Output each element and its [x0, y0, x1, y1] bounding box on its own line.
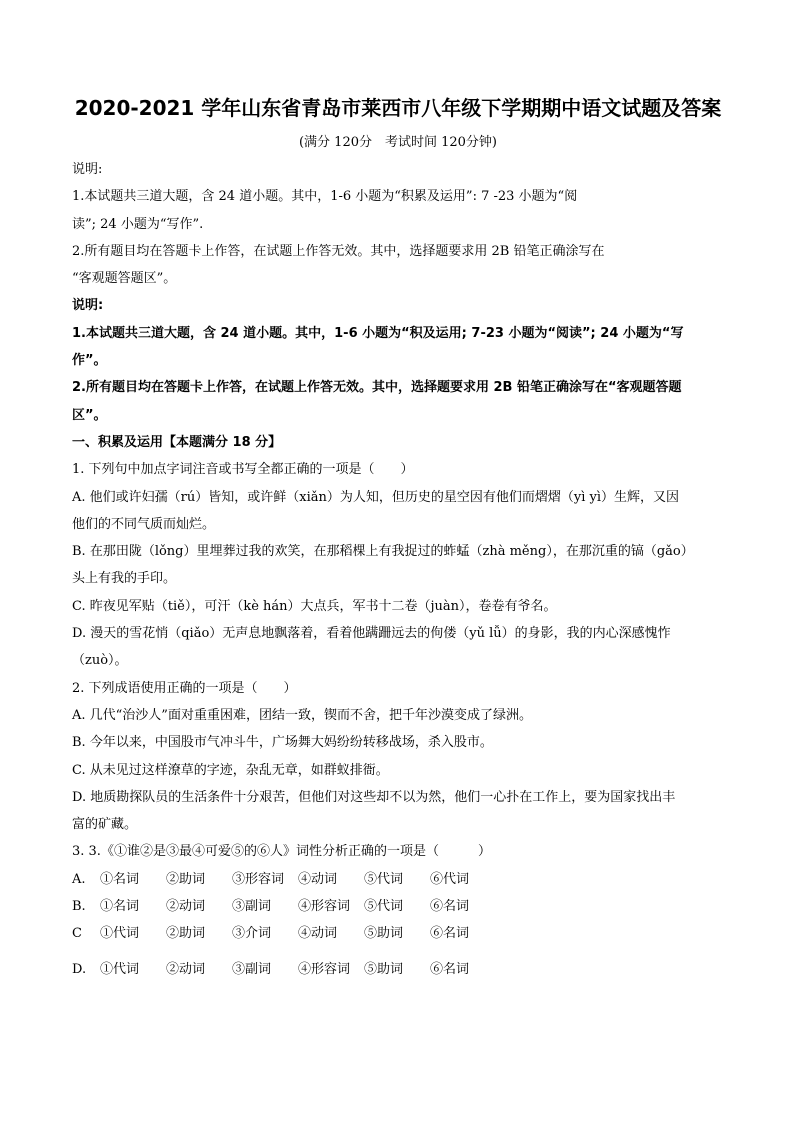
option-cell: ③介词: [232, 926, 272, 942]
option-cell: ④形容词: [298, 899, 351, 915]
option-cell: ③形容词: [232, 871, 285, 887]
option-cell: ⑤助词: [364, 926, 404, 942]
option-cell: ①名词: [100, 899, 140, 915]
option-cell: ②助词: [166, 926, 206, 942]
option-cell: ⑤助词: [364, 961, 404, 977]
note-line: 读”; 24 小题为“写作”.: [72, 216, 204, 232]
notes-heading: 说明:: [72, 162, 103, 177]
note-line-bold: 1.本试题共三道大题，含 24 道小题。其中，1-6 小题为“积及运用; 7-23 小题为“阅读”; 24 小题为“写: [72, 325, 684, 341]
question-1-line: 头上有我的手印。: [72, 571, 177, 587]
question-3-stem: 3. 3.《①谁②是③最④可爱⑤的⑥人》词性分析正确的一项是（ ）: [72, 844, 491, 860]
question-2-line: C. 从未见过这样潦草的字迹，杂乱无章，如群蚁排衙。: [72, 762, 389, 778]
question-1-line: （zuò）。: [72, 653, 128, 669]
question-3-option-b: [72, 893, 724, 920]
note-line-bold: 区”。: [72, 407, 107, 423]
option-cell: ②动词: [166, 961, 206, 977]
question-1-line: B. 在那田陇（lǒng）里埋葬过我的欢笑，在那稻棵上有我捉过的蚱蜢（zhà měng），在那沉重的镐（gǎo）: [72, 544, 694, 560]
option-cell: ⑥名词: [430, 961, 470, 977]
option-letter: C: [72, 926, 82, 942]
option-letter: A.: [72, 871, 86, 887]
document-title: 2020-2021 学年山东省青岛市莱西市八年级下学期期中语文试题及答案: [74, 96, 722, 120]
note-line: 2.所有题目均在答题卡上作答，在试题上作答无效。其中，选择题要求用 2B 铅笔正确涂写在: [72, 243, 605, 259]
option-letter: D.: [72, 961, 87, 977]
option-cell: ③副词: [232, 961, 272, 977]
question-2-line: B. 今年以来，中国股市气冲斗牛，广场舞大妈纷纷转移战场，杀入股市。: [72, 735, 493, 751]
section-heading: 一、积累及运用【本题满分 18 分】: [72, 434, 282, 450]
question-3-option-c: [72, 920, 724, 947]
option-cell: ⑥名词: [430, 899, 470, 915]
option-cell: ⑤代词: [364, 899, 404, 915]
note-line: 1.本试题共三道大题，含 24 道小题。其中，1-6 小题为“积累及运用”: 7 -23 小题为“阅: [72, 189, 578, 205]
question-1-stem: 1. 下列句中加点字词注音或书写全都正确的一项是（ ）: [72, 462, 414, 478]
question-2-stem: 2. 下列成语使用正确的一项是（ ）: [72, 680, 297, 696]
option-cell: ②助词: [166, 871, 206, 887]
option-cell: ①名词: [100, 871, 140, 887]
note-line: “客观题答题区”。: [72, 271, 177, 287]
option-cell: ⑥代词: [430, 871, 470, 887]
question-1-line: A. 他们或许妇孺（rú）皆知，或许鲜（xiǎn）为人知，但历史的星空因有他们而熠熠（yì yì）生辉，又因: [72, 489, 679, 505]
exam-info: (满分 120分 考试时间 120分钟): [298, 135, 498, 150]
question-1-line: C. 昨夜见军贴（tiě），可汗（kè hán）大点兵，军书十二卷（juàn），卷卷有爷名。: [72, 598, 557, 614]
option-cell: ③副词: [232, 899, 272, 915]
note-line-bold: 作”。: [72, 353, 107, 369]
option-cell: ④形容词: [298, 961, 351, 977]
question-3-option-d: [72, 956, 724, 983]
option-cell: ⑥名词: [430, 926, 470, 942]
option-cell: ①代词: [100, 926, 140, 942]
notes-heading-bold: 说明:: [72, 298, 104, 314]
option-cell: ④动词: [298, 871, 338, 887]
question-2-line: D. 地质勘探队员的生活条件十分艰苦，但他们对这些却不以为然，他们一心扑在工作上，要为国家找出丰: [72, 789, 676, 805]
question-1-line: 他们的不同气质而灿烂。: [72, 516, 216, 532]
option-cell: ⑤代词: [364, 871, 404, 887]
question-3-option-a: [72, 866, 724, 893]
option-cell: ④动词: [298, 926, 338, 942]
document-page: [72, 88, 724, 983]
option-letter: B.: [72, 899, 86, 915]
question-2-line: A. 几代“治沙人”面对重重困难，团结一致，锲而不舍，把千年沙漠变成了绿洲。: [72, 707, 532, 723]
option-cell: ②动词: [166, 899, 206, 915]
note-line-bold: 2.所有题目均在答题卡上作答，在试题上作答无效。其中，选择题要求用 2B 铅笔正确涂写在“客观题答题: [72, 380, 682, 396]
question-2-line: 富的矿藏。: [72, 817, 138, 833]
question-1-line: D. 漫天的雪花悄（qiǎo）无声息地飘落着，看着他蹒跚远去的佝偻（yǔ lǚ）的身影，我的内心深感愧怍: [72, 626, 671, 642]
option-cell: ①代词: [100, 961, 140, 977]
